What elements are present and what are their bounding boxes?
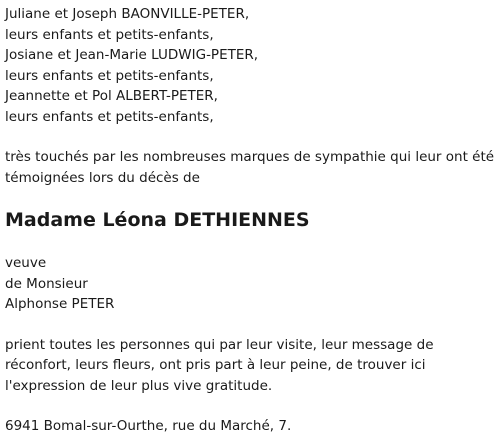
spouse-line: de Monsieur — [5, 275, 88, 292]
obituary-notice — [5, 4, 495, 437]
family-line: leurs enfants et petits-enfants, — [5, 67, 214, 84]
thanks-line: témoignées lors du décès de — [5, 169, 200, 186]
thanks-section — [5, 147, 495, 188]
family-section — [5, 4, 495, 127]
family-line: Jeannette et Pol ALBERT-PETER, — [5, 88, 218, 104]
spouse-line: Alphonse PETER — [5, 296, 115, 312]
family-line: Josiane et Jean-Marie LUDWIG-PETER, — [5, 47, 259, 63]
request-line: prient toutes les personnes qui par leur visite, leur message de — [5, 336, 434, 353]
request-section — [5, 335, 495, 397]
deceased-name: Madame Léona DETHIENNES — [5, 209, 310, 231]
address-section — [5, 416, 495, 437]
request-line: réconfort, leurs fleurs, ont pris part à leur peine, de trouver ici — [5, 357, 426, 373]
spouse-section — [5, 253, 495, 315]
family-line: leurs enfants et petits-enfants, — [5, 26, 214, 43]
spouse-line: veuve — [5, 255, 47, 271]
family-line: Juliane et Joseph BAONVILLE-PETER, — [5, 6, 250, 22]
address-line: 6941 Bomal-sur-Ourthe, rue du Marché, 7. — [5, 418, 292, 434]
family-line: leurs enfants et petits-enfants, — [5, 108, 214, 125]
request-line: l'expression de leur plus vive gratitude. — [5, 377, 273, 394]
thanks-line: très touchés par les nombreuses marques de sympathie qui leur ont été — [5, 149, 495, 165]
